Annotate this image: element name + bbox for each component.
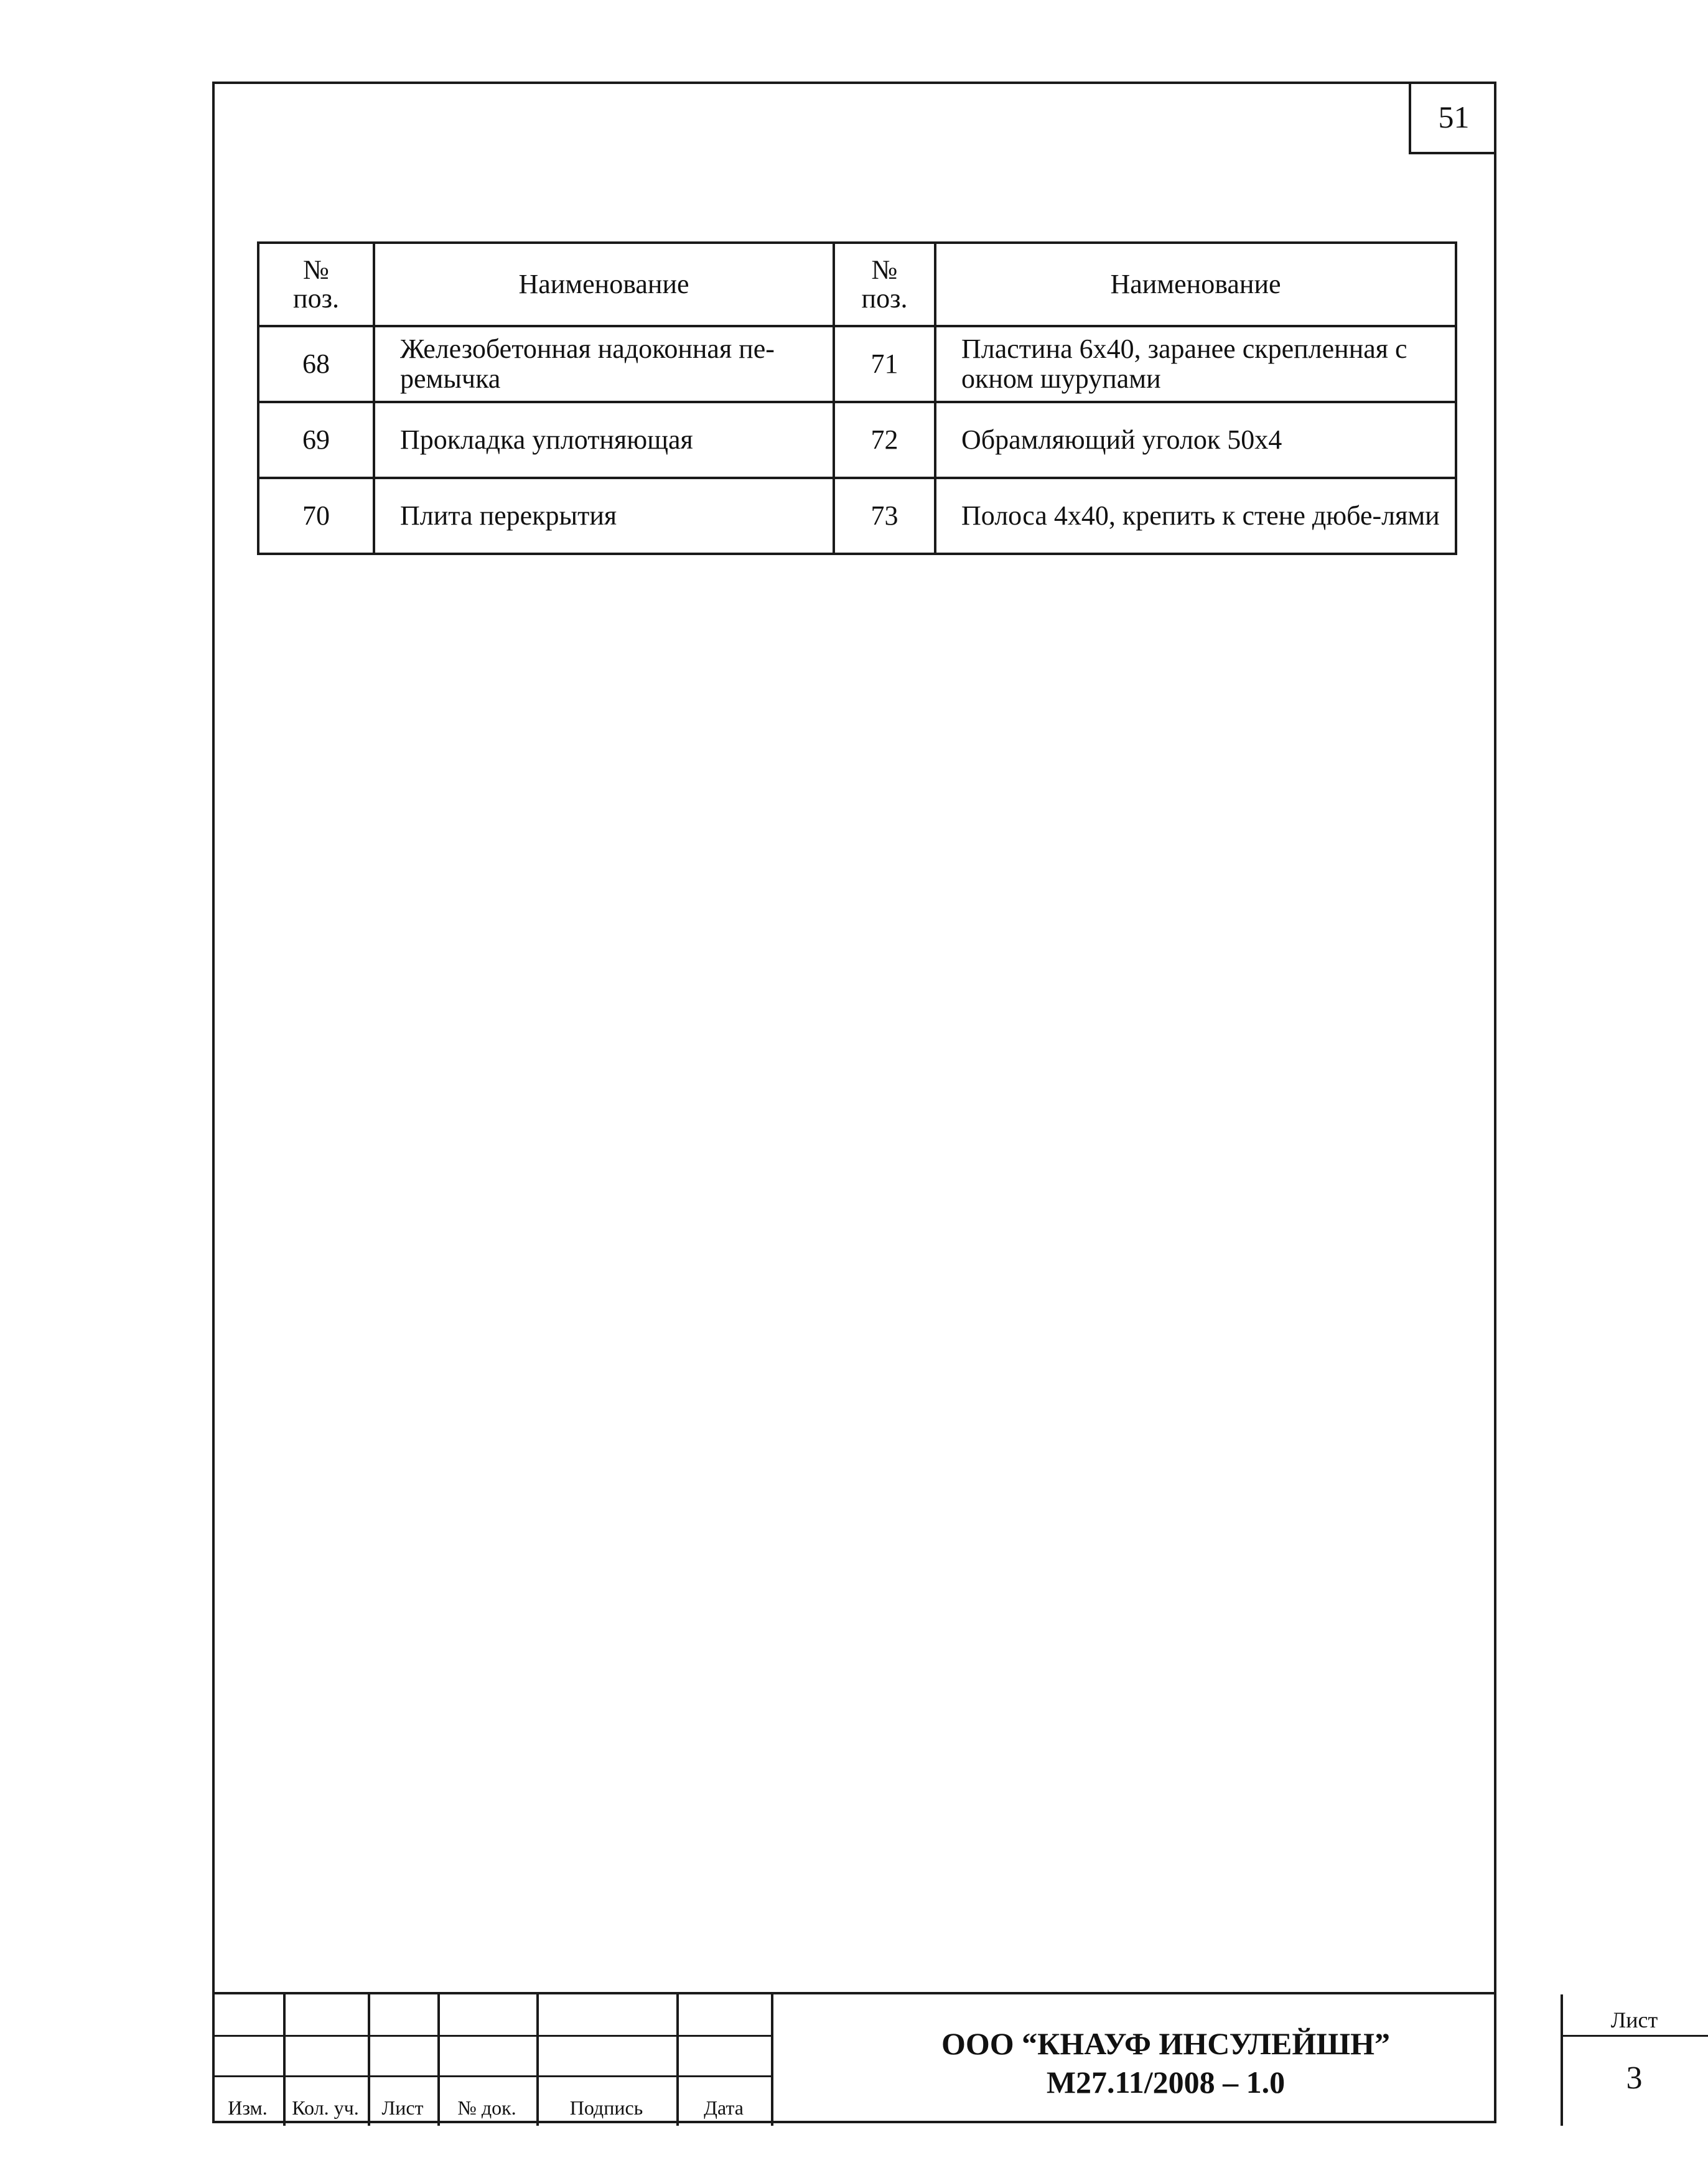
position-number: 70 — [258, 478, 374, 554]
item-name: Железобетонная надоконная пе-ремычка — [374, 326, 834, 402]
header-name-left: Наименование — [374, 243, 834, 326]
item-name: Обрамляющий уголок 50х4 — [935, 402, 1456, 478]
stamp-col-change: Изм. — [228, 2097, 268, 2119]
stamp-col-signature: Подпись — [569, 2097, 643, 2119]
header-pos-left — [258, 243, 374, 326]
item-name: Полоса 4х40, крепить к стене дюбе-лями — [935, 478, 1456, 554]
sheet-number: 3 — [1626, 2060, 1643, 2096]
specification-table — [257, 241, 1457, 555]
header-pos-abbr: поз. — [861, 283, 908, 314]
position-number: 73 — [834, 478, 935, 554]
position-number: 72 — [834, 402, 935, 478]
item-name: Пластина 6х40, заранее скрепленная с окном шурупами — [935, 326, 1456, 402]
table-row — [258, 478, 1456, 554]
title-stamp — [212, 1992, 1658, 2126]
document-code: М27.11/2008 – 1.0 — [1046, 2064, 1286, 2100]
stamp-title-block — [771, 1994, 1561, 2126]
table-header-row — [258, 243, 1456, 326]
stamp-col-sheet: Лист — [381, 2097, 424, 2119]
position-number: 69 — [258, 402, 374, 478]
header-pos-symbol: № — [303, 255, 329, 285]
stamp-col-doc: № док. — [457, 2097, 516, 2119]
header-pos-abbr: поз. — [293, 283, 339, 314]
organization-name: ООО “КНАУФ ИНСУЛЕЙШН” — [941, 2026, 1391, 2061]
stamp-col-date: Дата — [704, 2097, 744, 2119]
position-number: 68 — [258, 326, 374, 402]
position-number: 71 — [834, 326, 935, 402]
header-pos-right — [834, 243, 935, 326]
page-number: 51 — [1409, 82, 1496, 154]
table-row — [258, 402, 1456, 478]
item-name: Прокладка уплотняющая — [374, 402, 834, 478]
table-row — [258, 326, 1456, 402]
header-name-right: Наименование — [935, 243, 1456, 326]
sheet-label: Лист — [1610, 2008, 1658, 2032]
header-pos-symbol: № — [871, 255, 898, 285]
stamp-col-qty: Кол. уч. — [292, 2097, 359, 2119]
item-name: Плита перекрытия — [374, 478, 834, 554]
